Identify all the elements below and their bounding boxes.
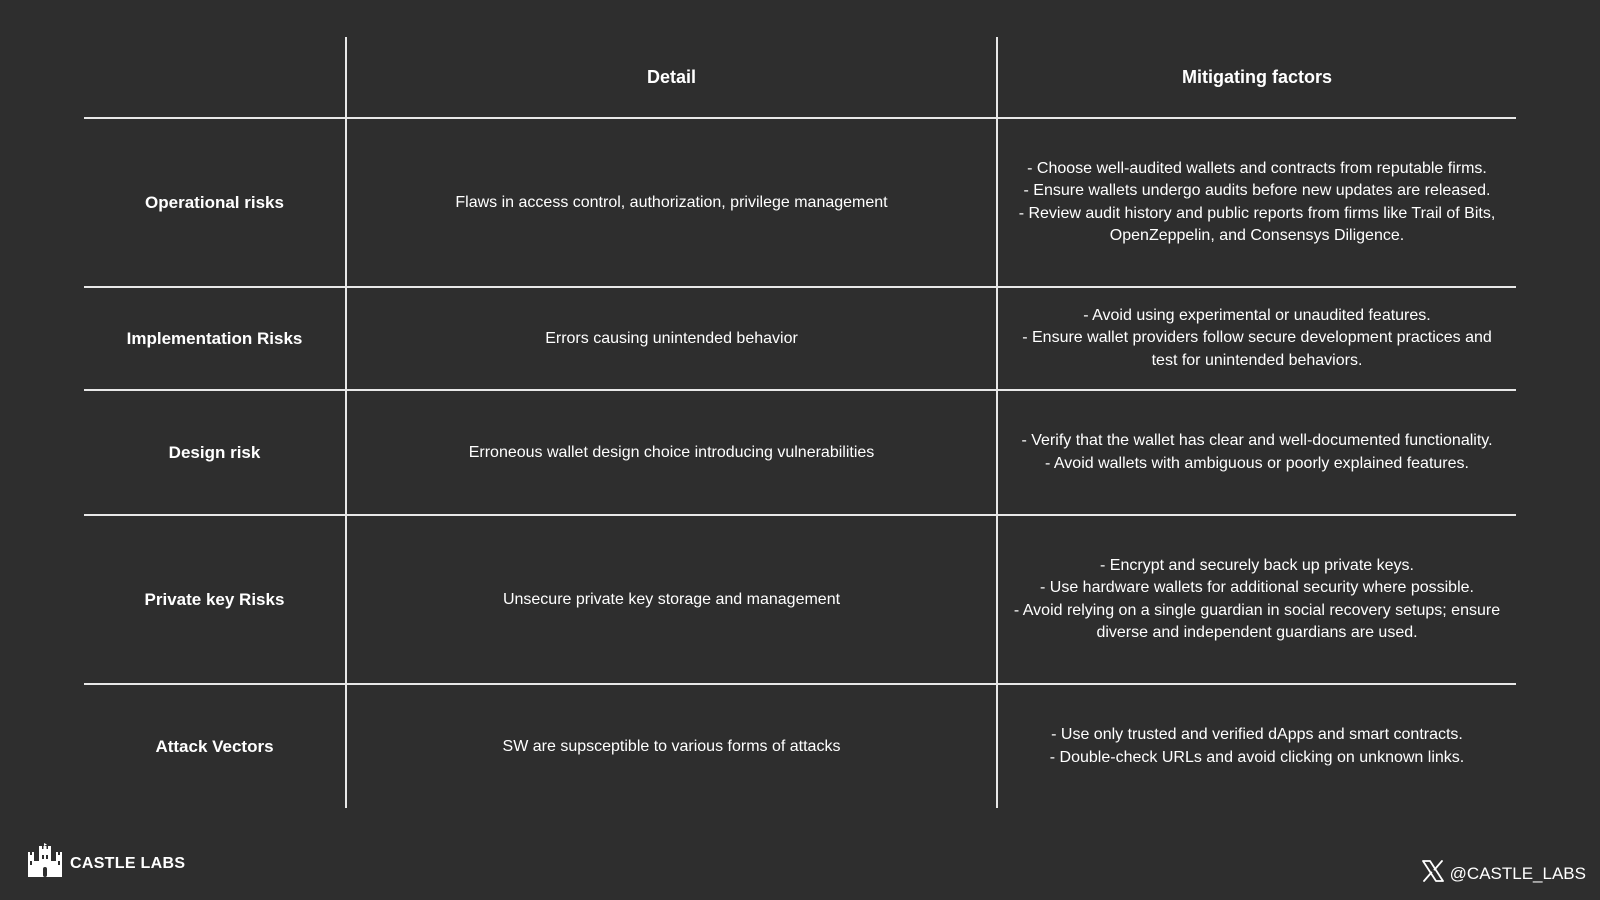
risk-table bbox=[84, 37, 1516, 808]
risk-name: Private key Risks bbox=[144, 589, 285, 609]
mitigation-item: - Avoid using experimental or unaudited features. bbox=[1083, 306, 1431, 324]
social-handle[interactable] bbox=[1422, 860, 1586, 887]
castle-labs-logo bbox=[26, 843, 185, 884]
risk-detail: Erroneous wallet design choice introducing vulnerabilities bbox=[345, 391, 996, 514]
header-mitigating-factors: Mitigating factors bbox=[996, 37, 1516, 117]
mitigation-item: - Encrypt and securely back up private keys. bbox=[1100, 556, 1414, 574]
risk-mitigations bbox=[996, 391, 1516, 514]
table-row bbox=[84, 389, 1516, 514]
table-row bbox=[84, 514, 1516, 683]
mitigation-item: - Avoid relying on a single guardian in social recovery setups; ensure diverse and independent guardians are used. bbox=[1013, 601, 1501, 641]
x-logo-icon bbox=[1422, 860, 1444, 887]
table-row bbox=[84, 117, 1516, 286]
mitigation-item: - Ensure wallets undergo audits before new updates are released. bbox=[1023, 182, 1491, 199]
risk-name: Design risk bbox=[168, 442, 261, 462]
risk-detail: Unsecure private key storage and management bbox=[345, 516, 996, 683]
risk-name: Operational risks bbox=[145, 192, 284, 212]
mitigation-item: - Review audit history and public reports from firms like Trail of Bits, OpenZeppelin, and Consensys Diligence. bbox=[1018, 204, 1496, 244]
mitigation-item: - Use only trusted and verified dApps and smart contracts. bbox=[1051, 726, 1463, 743]
table-header-row bbox=[84, 37, 1516, 117]
table-row bbox=[84, 683, 1516, 808]
risk-name: Attack Vectors bbox=[155, 736, 274, 756]
mitigation-item: - Double-check URLs and avoid clicking on unknown links. bbox=[1049, 748, 1465, 766]
risk-name: Implementation Risks bbox=[126, 328, 303, 348]
mitigation-item: - Choose well-audited wallets and contracts from reputable firms. bbox=[1027, 159, 1487, 177]
risk-detail: Errors causing unintended behavior bbox=[345, 288, 996, 389]
risk-mitigations bbox=[996, 516, 1516, 683]
header-empty-cell bbox=[84, 37, 345, 117]
table-row bbox=[84, 286, 1516, 389]
header-detail: Detail bbox=[345, 37, 996, 117]
mitigation-item: - Ensure wallet providers follow secure development practices and test for unintended behaviors. bbox=[1022, 329, 1492, 369]
risk-detail: SW are supsceptible to various forms of attacks bbox=[345, 685, 996, 808]
risk-mitigations bbox=[996, 288, 1516, 389]
mitigation-item: - Use hardware wallets for additional security where possible. bbox=[1040, 579, 1474, 596]
brand-name: CASTLE LABS bbox=[70, 854, 186, 872]
risk-mitigations bbox=[996, 119, 1516, 286]
risk-mitigations bbox=[996, 685, 1516, 808]
castle-icon bbox=[26, 843, 64, 884]
risk-detail: Flaws in access control, authorization, privilege management bbox=[345, 119, 996, 286]
mitigation-item: - Avoid wallets with ambiguous or poorly explained features. bbox=[1045, 454, 1469, 472]
mitigation-item: - Verify that the wallet has clear and well-documented functionality. bbox=[1021, 432, 1493, 449]
handle-text: @CASTLE_LABS bbox=[1449, 863, 1586, 883]
